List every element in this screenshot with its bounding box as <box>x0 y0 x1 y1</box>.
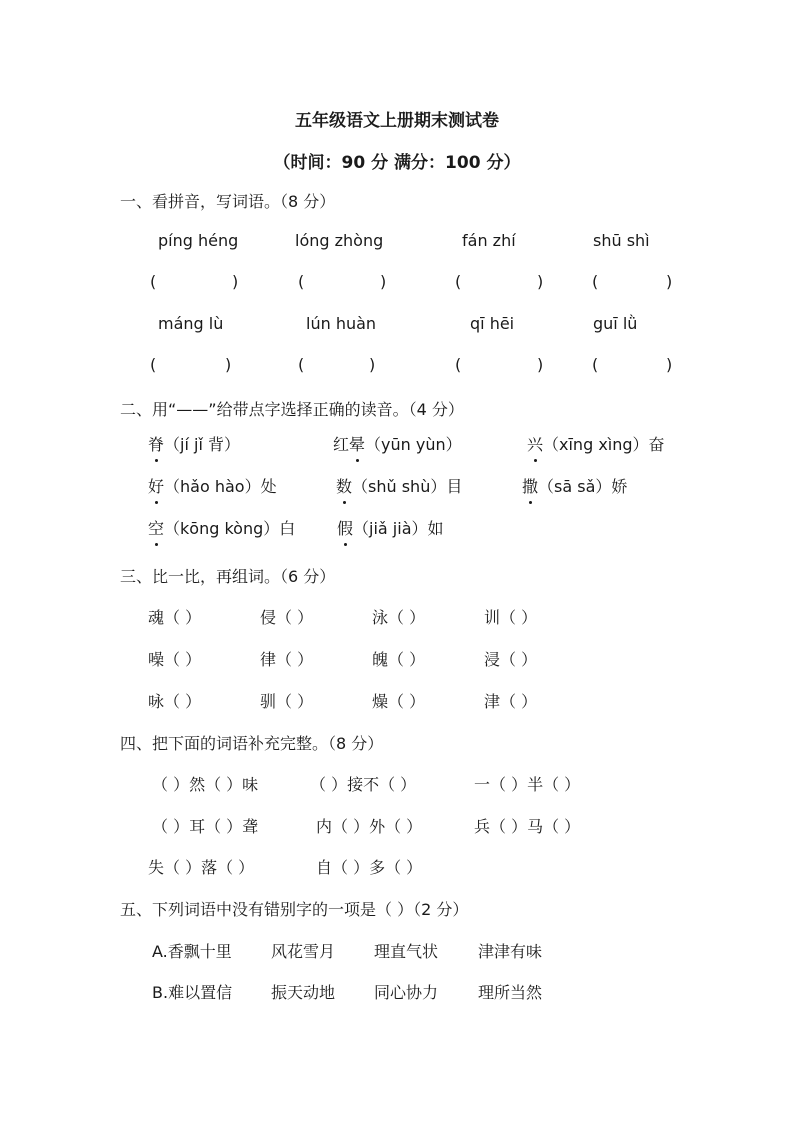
pronunciation-item-3[interactable]: 兴（xīng xìng）奋 <box>527 432 665 455</box>
answer-blank-7[interactable]: ( <box>455 355 462 374</box>
page-subtitle: （时间：90 分 满分：100 分） <box>273 153 521 173</box>
section-3-heading: 三、比一比，再组词。（6 分） <box>120 567 336 586</box>
idiom-blank-5[interactable]: 内（ ）外（ ） <box>316 817 423 836</box>
option-a-3: 理直气状 <box>374 942 439 961</box>
compare-item-8[interactable]: 浸（ ） <box>484 650 538 669</box>
page-title: 五年级语文上册期末测试卷 <box>295 111 499 131</box>
option-b-1[interactable]: B.难以置信 <box>152 983 233 1002</box>
pinyin-2: lóng zhòng <box>295 231 384 250</box>
section-2-heading: 二、用“——”给带点字选择正确的读音。（4 分） <box>120 400 464 419</box>
pronunciation-item-6[interactable]: 撒（sā sǎ）娇 <box>522 474 627 497</box>
option-b-3: 同心协力 <box>374 983 439 1002</box>
pronunciation-item-2[interactable]: 红晕（yūn yùn） <box>333 432 462 455</box>
compare-item-4[interactable]: 训（ ） <box>484 608 538 627</box>
answer-blank-8[interactable]: ( <box>592 355 599 374</box>
answer-blank-5-close: ) <box>225 355 232 374</box>
compare-item-3[interactable]: 泳（ ） <box>372 608 426 627</box>
pronunciation-item-8[interactable]: 假（jiǎ jià）如 <box>337 516 444 539</box>
compare-item-2[interactable]: 侵（ ） <box>260 608 314 627</box>
compare-item-7[interactable]: 魄（ ） <box>372 650 426 669</box>
pinyin-7: qī hēi <box>470 314 515 333</box>
section-4-heading: 四、把下面的词语补充完整。（8 分） <box>120 734 384 753</box>
pinyin-8: guī lǜ <box>593 314 638 333</box>
compare-item-1[interactable]: 魂（ ） <box>148 608 202 627</box>
compare-item-12[interactable]: 津（ ） <box>484 692 538 711</box>
answer-blank-8-close: ) <box>666 355 673 374</box>
compare-item-5[interactable]: 噪（ ） <box>148 650 202 669</box>
idiom-blank-4[interactable]: （ ）耳（ ）聋 <box>152 817 259 836</box>
idiom-blank-7[interactable]: 失（ ）落（ ） <box>148 858 255 877</box>
pronunciation-item-1[interactable]: 脊（jí jǐ 背） <box>148 432 240 455</box>
pinyin-3: fán zhí <box>462 231 516 250</box>
section-1-heading: 一、看拼音，写词语。（8 分） <box>120 192 336 211</box>
idiom-blank-1[interactable]: （ ）然（ ）味 <box>152 775 259 794</box>
compare-item-11[interactable]: 燥（ ） <box>372 692 426 711</box>
option-a-4: 津津有味 <box>478 942 543 961</box>
answer-blank-4[interactable]: ( <box>592 272 599 291</box>
answer-blank-5[interactable]: ( <box>150 355 157 374</box>
section-5-heading: 五、下列词语中没有错别字的一项是（ ）（2 分） <box>120 900 469 919</box>
pinyin-5: máng lù <box>158 314 224 333</box>
pinyin-4: shū shì <box>593 231 650 250</box>
pronunciation-item-4[interactable]: 好（hǎo hào）处 <box>148 474 277 497</box>
answer-blank-2[interactable]: ( <box>298 272 305 291</box>
pinyin-1: píng héng <box>158 231 239 250</box>
option-a-1[interactable]: A.香飘十里 <box>152 942 232 961</box>
pronunciation-item-5[interactable]: 数（shǔ shù）目 <box>336 474 462 497</box>
answer-blank-1[interactable]: ( <box>150 272 157 291</box>
compare-item-9[interactable]: 咏（ ） <box>148 692 202 711</box>
idiom-blank-2[interactable]: （ ）接不（ ） <box>310 775 417 794</box>
idiom-blank-8[interactable]: 自（ ）多（ ） <box>316 858 423 877</box>
pronunciation-item-7[interactable]: 空（kōng kòng）白 <box>148 516 295 539</box>
compare-item-10[interactable]: 驯（ ） <box>260 692 314 711</box>
compare-item-6[interactable]: 律（ ） <box>260 650 314 669</box>
answer-blank-7-close: ) <box>537 355 544 374</box>
pinyin-6: lún huàn <box>306 314 377 333</box>
answer-blank-1-close: ) <box>232 272 239 291</box>
idiom-blank-6[interactable]: 兵（ ）马（ ） <box>474 817 581 836</box>
answer-blank-6-close: ) <box>369 355 376 374</box>
answer-blank-3[interactable]: ( <box>455 272 462 291</box>
option-b-2: 振天动地 <box>271 983 336 1002</box>
answer-blank-4-close: ) <box>666 272 673 291</box>
answer-blank-2-close: ) <box>380 272 387 291</box>
option-b-4: 理所当然 <box>478 983 543 1002</box>
option-a-2: 风花雪月 <box>271 942 336 961</box>
answer-blank-3-close: ) <box>537 272 544 291</box>
idiom-blank-3[interactable]: 一（ ）半（ ） <box>474 775 581 794</box>
answer-blank-6[interactable]: ( <box>298 355 305 374</box>
